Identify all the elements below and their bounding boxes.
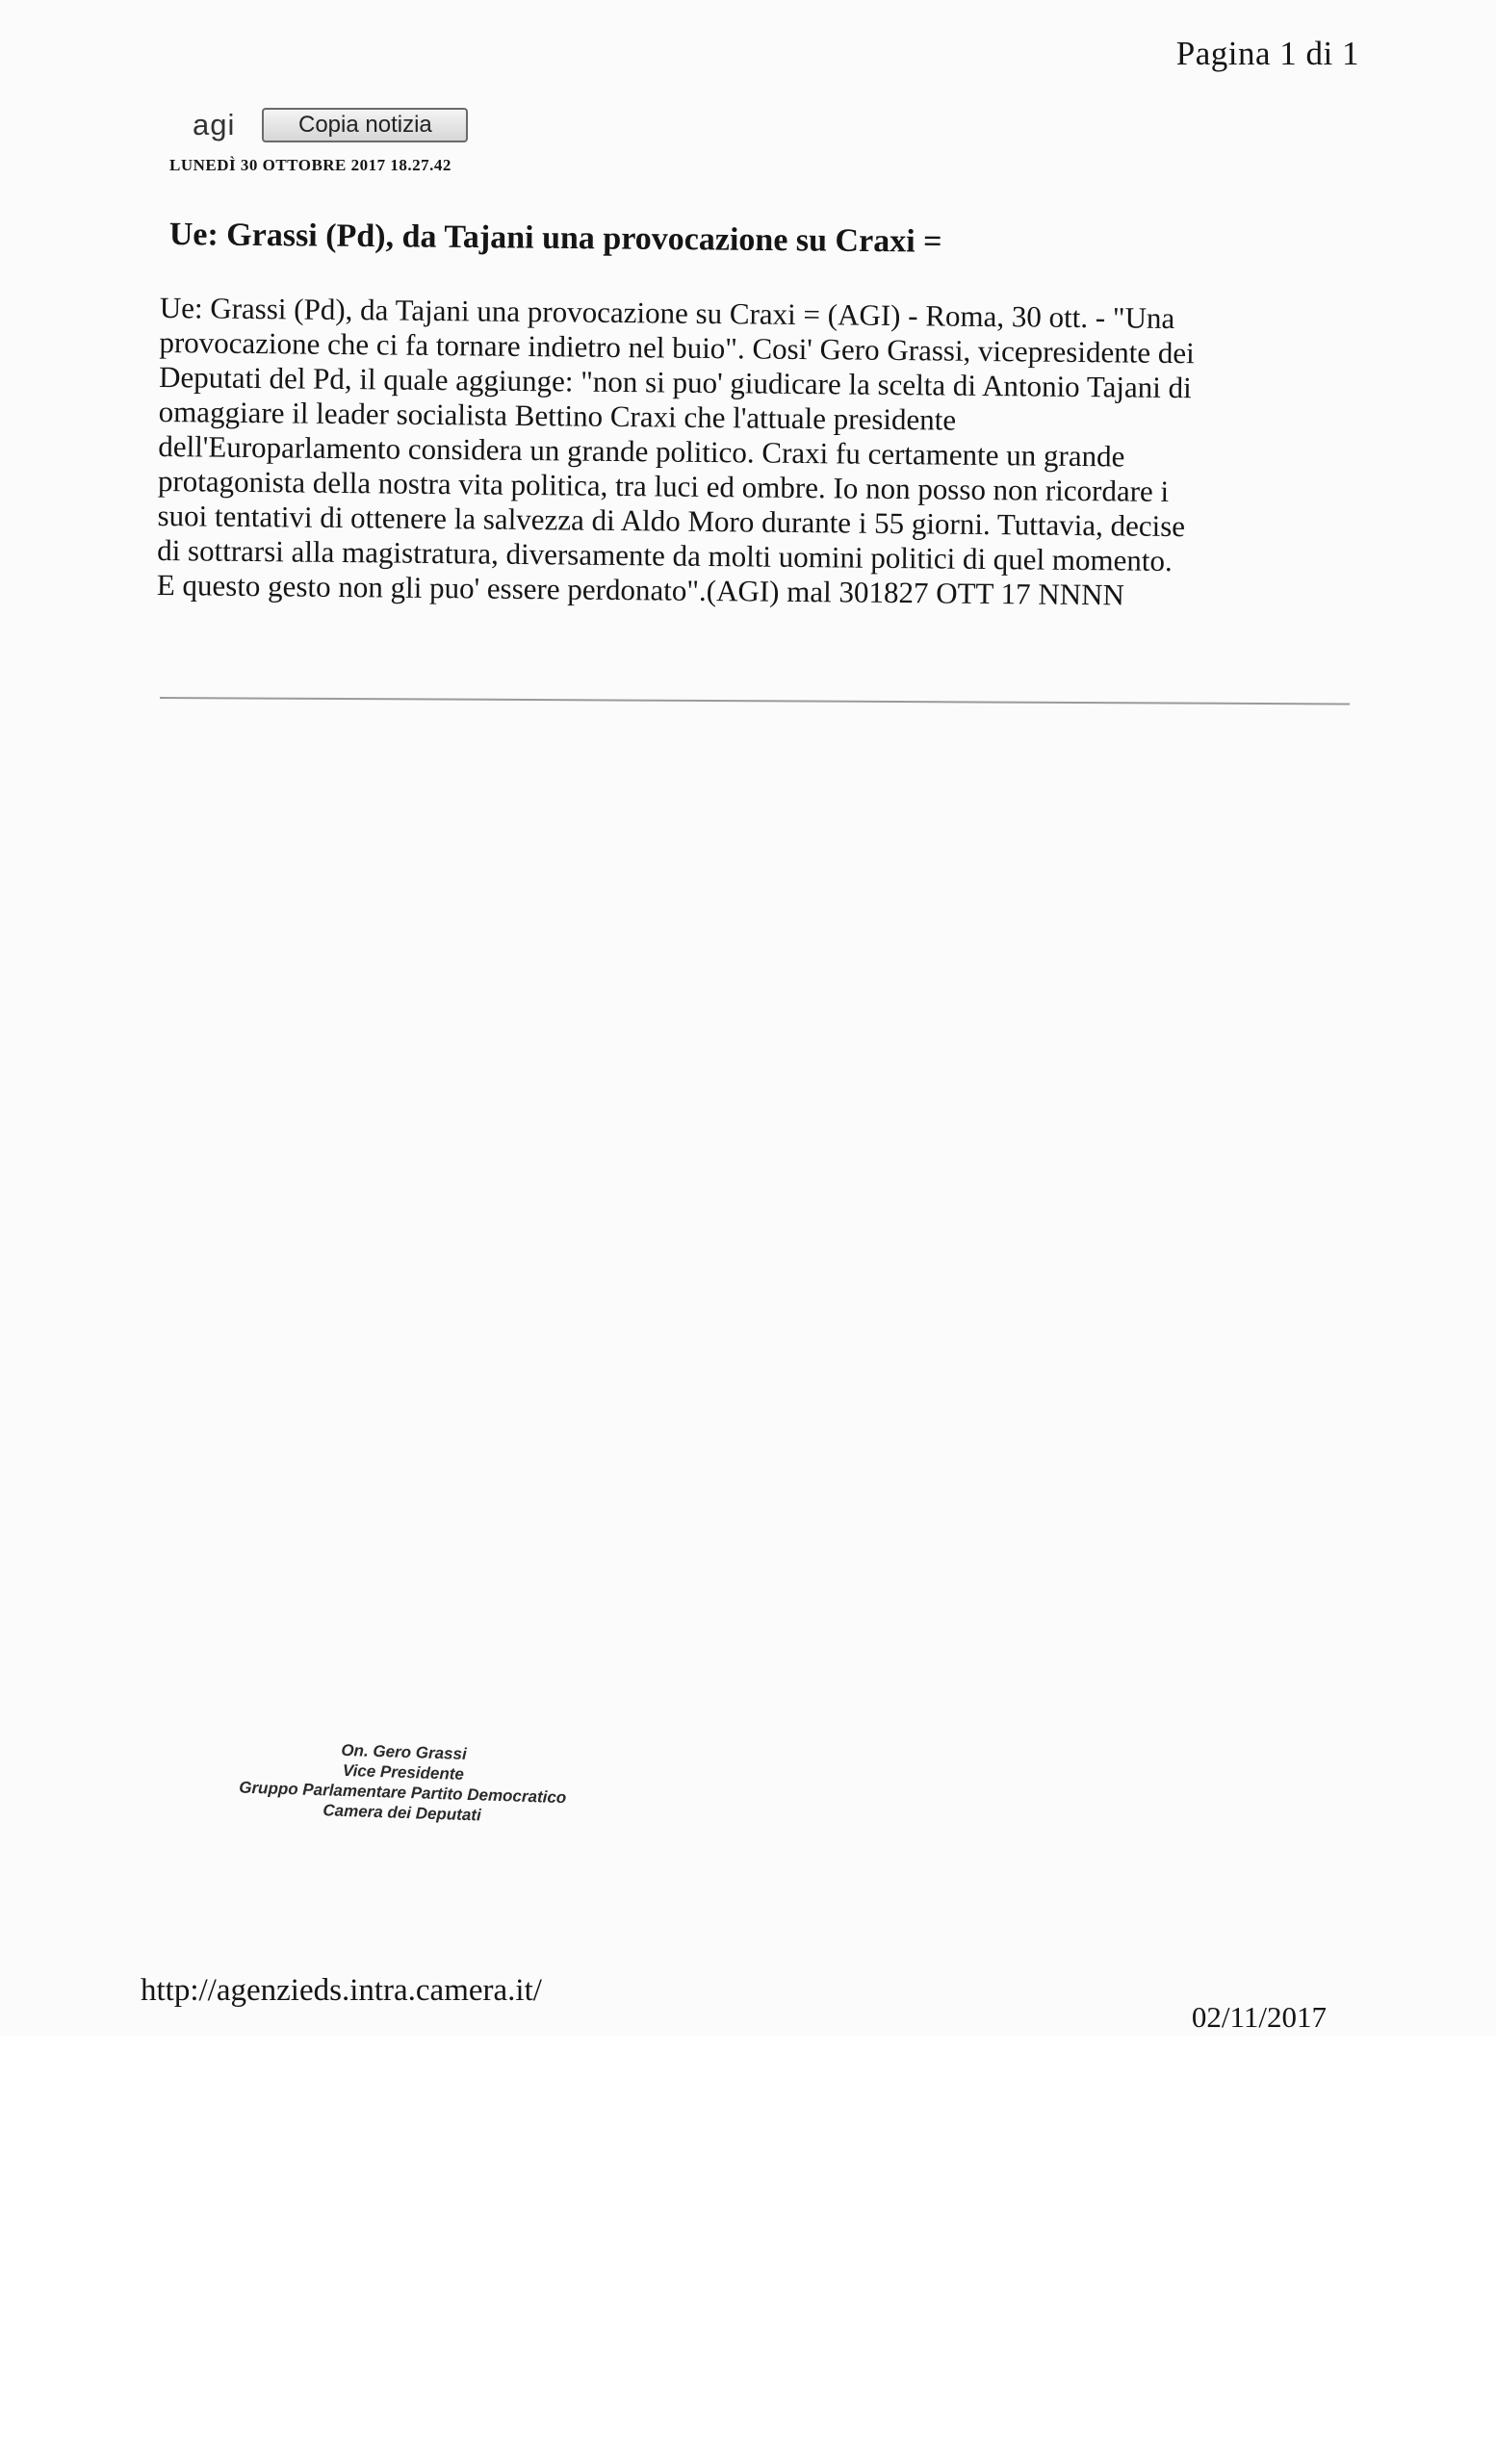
dateline: LUNEDÌ 30 OTTOBRE 2017 18.27.42 <box>169 156 451 174</box>
news-header <box>193 108 468 142</box>
body-line: suoi tentativi di ottenere la salvezza di Aldo Moro durante i 55 giorni. Tuttavia, decise <box>157 498 1186 544</box>
article-headline: Ue: Grassi (Pd), da Tajani una provocazione su Craxi = <box>168 217 942 260</box>
body-line: protagonista della nostra vita politica, tra luci ed ombre. Io non posso non ricordare i <box>157 463 1170 508</box>
agi-logo: agi <box>193 108 236 141</box>
stamp-line: On. Gero Grassi <box>341 1740 468 1763</box>
signature-stamp <box>190 1735 615 1830</box>
body-line: provocazione che ci fa tornare indietro nel buio". Cosi' Gero Grassi, vicepresidente dei <box>159 324 1195 371</box>
body-line: dell'Europarlamento considera un grande politico. Craxi fu certamente un grande <box>158 428 1125 474</box>
divider <box>160 697 1350 705</box>
footer-date: 02/11/2017 <box>1191 2000 1327 2034</box>
body-line: omaggiare il leader socialista Bettino Craxi che l'attuale presidente <box>158 394 957 437</box>
page-counter: Pagina 1 di 1 <box>1175 35 1359 72</box>
stamp-line: Vice Presidente <box>342 1760 465 1784</box>
body-line: E questo gesto non gli puo' essere perdonato".(AGI) mal 301827 OTT 17 NNNN <box>156 567 1125 612</box>
body-line: di sottrarsi alla magistratura, diversamente da molti uomini politici di quel momento. <box>156 532 1173 578</box>
copy-news-button[interactable]: Copia notizia <box>262 108 468 142</box>
stamp-line: Gruppo Parlamentare Partito Democratico <box>238 1778 567 1808</box>
stamp-line: Camera dei Deputati <box>322 1801 482 1825</box>
footer-url: http://agenzieds.intra.camera.it/ <box>141 1973 542 2008</box>
article-body <box>157 291 1358 615</box>
body-line: Ue: Grassi (Pd), da Tajani una provocazione su Craxi = (AGI) - Roma, 30 ott. - "Una <box>159 291 1175 336</box>
body-line: Deputati del Pd, il quale aggiunge: "non si puo' giudicare la scelta di Antonio Tajani di <box>158 359 1192 405</box>
